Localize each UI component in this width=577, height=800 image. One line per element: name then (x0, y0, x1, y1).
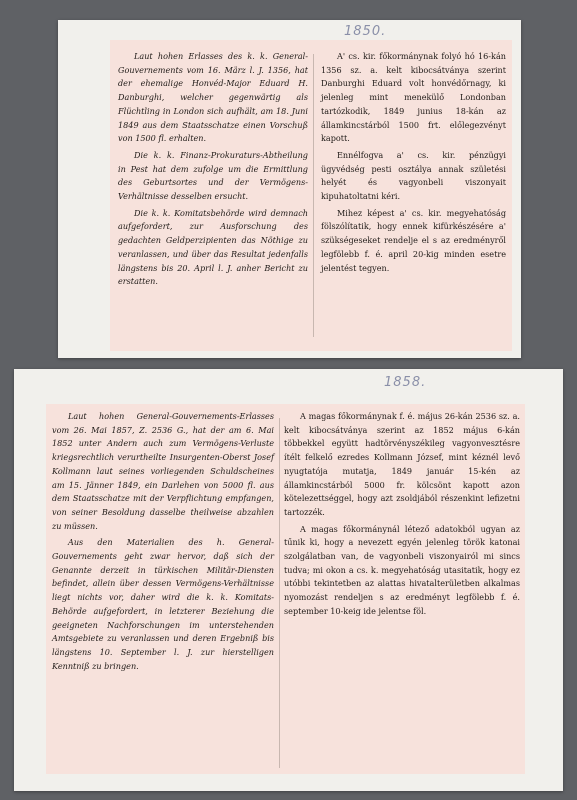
hungarian-paragraph: Ennélfogva a' cs. kir. pénzügyi ügyvédség pesti osztálya annak születési helyét és vagyonbeli viszonyait kipuhatoltatni kéri. (321, 149, 506, 202)
german-paragraph: Aus den Materialien des h. General-Gouvernements geht zwar hervor, daß sich der Genannte derzeit in türkischen Militär-Diensten befindet, allein über dessen Vermögens-Verhältnisse liegt nichts vor, daher wird die k. k. Komitats-Behörde aufgefordert, in letzterer Beziehung die geeigneten Nachforschungen im unterstehenden Amtsgebiete zu veranlassen und deren Ergebniß bis längstens 10. September l. J. zur hierstelligen Kenntniß zu bringen. (52, 537, 274, 671)
printed-notice-2 (46, 404, 525, 774)
printed-notice-1 (110, 40, 512, 351)
hungarian-paragraph: A magas főkormánynál létező adatokból ugyan az tűnik ki, hogy a nevezett egyén jelenleg török katonai szolgálatban van, de vagyonbeli viszonyairól mi sincs tudva; mi okon a cs. k. megyehatóság utasitatik, hogy ez utóbbi tekintetben az alattas hivatalterületben alkalmas nyomozást rendeljen s az eredményt legfölebb f. é. september 10-keig ide jelentse föl. (284, 523, 520, 616)
hungarian-column (284, 410, 520, 622)
german-column (52, 410, 274, 676)
german-paragraph: Die k. k. Finanz-Prokuraturs-Abtheilung in Pest hat dem zufolge um die Ermittlung des Geburtsortes und der Vermögens-Verhältnisse desselben ersucht. (118, 149, 308, 202)
document-sheet-1 (58, 20, 521, 358)
hungarian-column (321, 50, 506, 278)
german-paragraph: Laut hohen General-Gouvernements-Erlasses vom 26. Mai 1857, Z. 2536 G., hat der am 6. Mai 1852 unter Andern auch zum Vermögens-Verluste kriegsrechtlich verurtheilte Insurgenten-Oberst Josef Kollmann laut seines vorliegenden Schuldscheines am 15. Jänner 1849, ein Darlehen von 5000 fl. aus dem Staatsschatze mit der Verpflichtung empfangen, von seiner Besoldung dasselbe theilweise abzahlen zu müssen. (52, 411, 274, 531)
hungarian-paragraph: A' cs. kir. főkormánynak folyó hó 16-kán 1356 sz. a. kelt kibocsátványa szerint Danburghi Eduard volt honvédőrnagy, ki jelenleg mint menekülő Londonban tartózkodik, 1849 junius 18-kán az államkincstárból 1500 frt. előlegezvényt kapott. (321, 51, 506, 144)
pencil-year-note: 1850. (344, 24, 387, 39)
hungarian-paragraph: Mihez képest a' cs. kir. megyehatóság fölszólítatik, hogy ennek kifürkészésére a' szükségeseket rendelje el s az eredményről legfölebb f. é. april 20-kig minden esetre jelentést tegyen. (321, 207, 506, 273)
column-divider (313, 54, 314, 337)
german-paragraph: Laut hohen Erlasses des k. k. General-Gouvernements vom 16. März l. J. 1356, hat der ehemalige Honvéd-Major Eduard H. Danburghi, welcher gegenwärtig als Flüchtling in London sich aufhält, am 18. Juni 1849 aus dem Staatsschatze einen Vorschuß von 1500 fl. erhalten. (118, 51, 308, 144)
hungarian-paragraph: A magas főkormánynak f. é. május 26-kán 2536 sz. a. kelt kibocsátványa szerint az 1852 május 6-kán többekkel együtt hadtörvényszékileg vagyonvesztésre ítélt felkelő ezredes Kollmann József, mint kéznél levő nyugtatója mutatja, 1849 január 15-kén az államkincstárból 5000 fr. kölcsönt kapott azon kötelezettséggel, hogy azt zsoldjából részenkint lefizetni tartozzék. (284, 411, 520, 517)
pencil-year-note: 1858. (384, 375, 427, 390)
german-column (118, 50, 308, 292)
column-divider (279, 418, 280, 768)
german-paragraph: Die k. k. Komitatsbehörde wird demnach aufgefordert, zur Ausforschung des gedachten Geldperzipienten das Nöthige zu veranlassen, und über das Resultat jedenfalls längstens bis 20. April l. J. anher Bericht zu erstatten. (118, 207, 308, 287)
document-sheet-2 (14, 369, 563, 791)
